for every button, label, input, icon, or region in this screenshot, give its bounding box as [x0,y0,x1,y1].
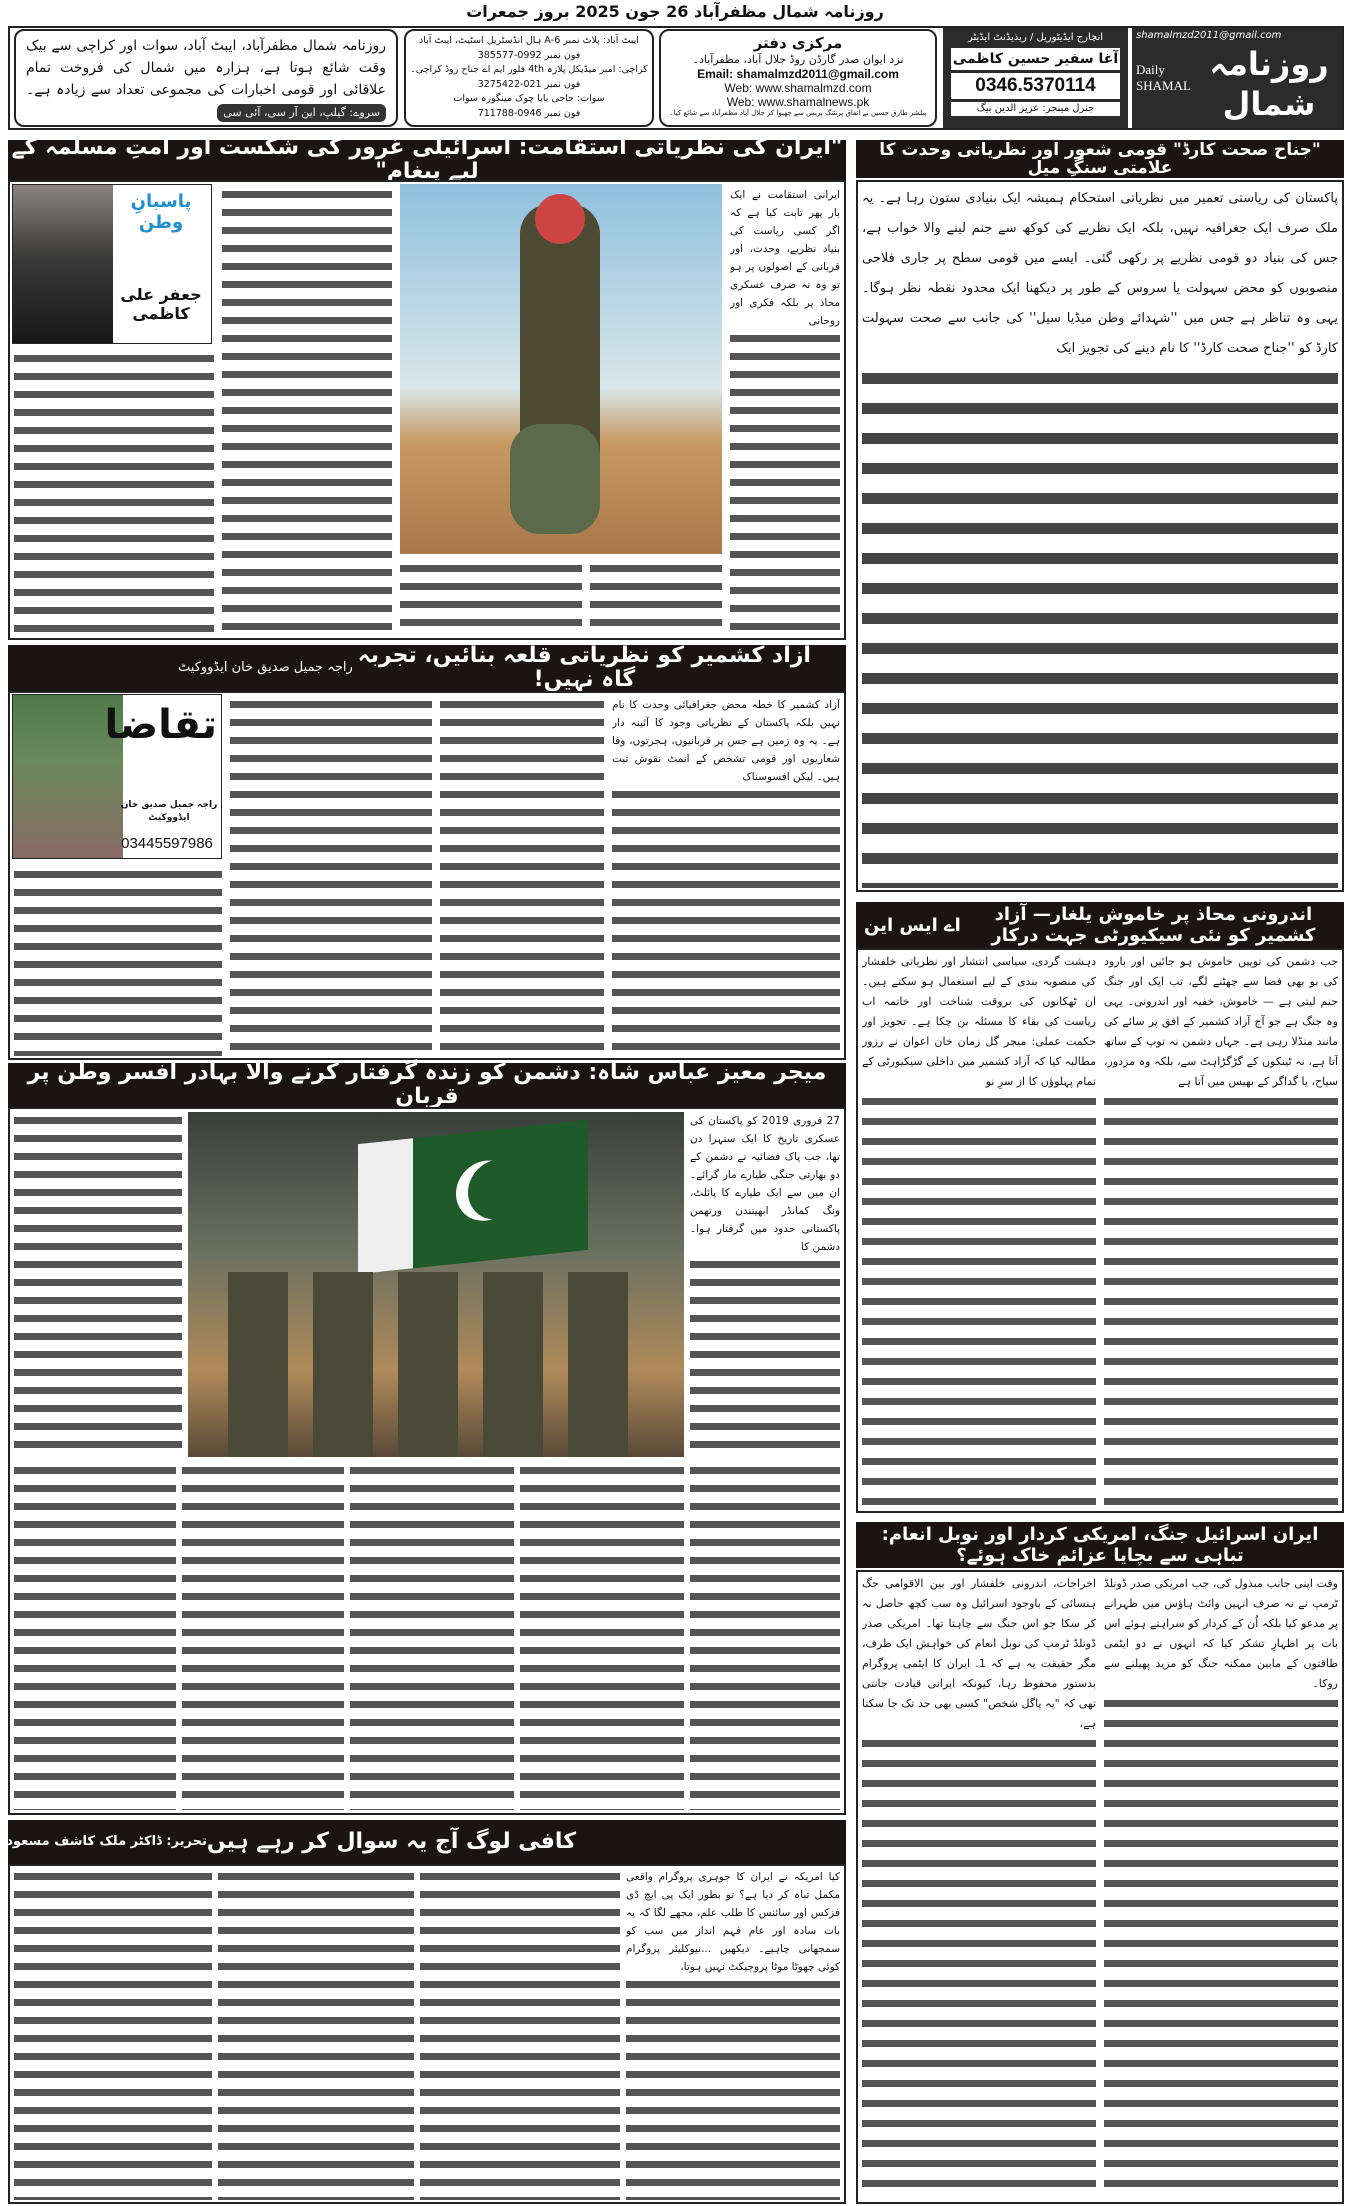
article-text: وقت اپنی جانب مبذول کی، جب امریکی صدر ڈونلڈ ٹرمپ نے نہ صرف انہیں وائٹ ہاؤس میں ظہرانے پر مدعو کیا بلکہ اُن کے کردار کو سراہتے ہوئے اس بات پر اظہارِ تشکر کیا کہ انہوں نے دو ایٹمی طاقتوں کے مابین ممکنہ جنگ کو مزید پھیلنے سے روکا۔ [1104,1574,1338,1694]
article-internal-column-2 [862,952,1096,1508]
article-image-soldiers [400,184,722,554]
office-address: نزد ایوان صدر گارڈن روڈ جلال آباد، مظفرآباد۔ [692,53,904,66]
editor-box [943,28,1128,128]
text-column [14,350,214,636]
headline-text: کافی لوگ آج یہ سوال کر رہے ہیں [206,1828,576,1854]
editor-title: انچارج ایڈیٹوریل / ریذیڈنٹ ایڈیٹر [967,32,1104,43]
logo-shamal: SHAMAL [1136,78,1191,93]
newspaper-logo [1132,28,1342,128]
office-title: مرکزی دفتر [753,34,843,52]
byline: تحریر: ڈاکٹر ملک کاشف مسعود [6,1833,207,1849]
article-nuclear-column [626,1868,840,2200]
headline-text: اندرونی محاذ پر خاموش یلغار— آزاد کشمیر کو نئی سیکیورٹی جہت درکار [991,904,1316,946]
survey-badge [217,104,386,122]
article-war-column-2 [862,1574,1096,2200]
branch-phone: فون نمبر 021-3275422 [477,78,581,90]
survey-label: سروے: [349,106,380,119]
text-column [14,1868,212,2200]
article-text: پاکستان کی ریاستی تعمیر میں نظریاتی استحکام ہمیشہ ایک بنیادی ستون رہا ہے۔ یہ ملک صرف ایک جغرافیہ نہیں، بلکہ ایک نظریے کی کوکھ سے جنم لینے والا خواب ہے، جس کی بنیاد دو قومی نظریے پر رکھی گئی۔ ایسے میں قومی سطح پر جاری فلاحی منصوبوں کو محض سہولت یا سروس کے طور پر دیکھنا ایک محدود نقطہ نظر ہوگا۔ یہی وہ تناظر ہے جس میں ''شہدائے وطن میڈیا سیل'' کی جانب سے صحت سہولت کارڈ کو ''جناح صحت کارڈ'' کا نام دینے کی تجویز ایک [862,184,1338,364]
article-text: 27 فروری 2019 کو پاکستان کی عسکری تاریخ کا ایک سنہرا دن تھا، جب پاک فضائیہ نے دشمن کے دو بھارتی جنگی طیارے مار گرائے۔ ان میں سے ایک طیارے کا پائلٹ، ونگ کمانڈر ابھینندن ورتھمن پاکستانی حدود میں گرفتار ہوا۔ دشمن کا [690,1112,840,1256]
editor-name: آغا سفیر حسین کاظمی [951,48,1120,70]
text-column [222,186,392,636]
byline: راجہ جمیل صدیق خان ایڈووکیٹ [178,659,353,675]
headline-internal-front [856,902,1344,948]
logo-daily: Daily [1136,62,1165,77]
column-logo: پاسبانِ وطن [130,191,192,233]
article-text: اخراجات، اندرونی خلفشار اور بین الاقوامی جگ ہنسائی کے باوجود اسرائیل وہ سب کچھ حاصل نہ کر سکا جو اس جنگ سے چاہتا تھا۔ امریکی صدر ڈونلڈ ٹرمپ کی نوبل انعام کی خواہش ایک طرف، مگر حقیقت یہ ہے کہ 1. ایران کا ایٹمی پروگرام بدستور محفوظ رہا، کیونکہ ایرانی قیادت جانتی تھی کہ "یہ پاگل شخص" کسی بھی حد تک جا سکتا ہے، [862,1574,1096,1734]
text-column [690,1462,840,1810]
office-web-1[interactable]: Web: www.shamalmzd.com [724,81,872,95]
branch-phone: فون نمبر 0946-711788 [477,107,581,119]
headline-nuclear-question [8,1820,846,1864]
pakistan-flag-icon [358,1120,588,1274]
office-web-2[interactable]: Web: www.shamalnews.pk [726,95,870,109]
headline-iran: "ایران کی نظریاتی استقامت: اسرائیلی غرور کی شکست اور امتِ مسلمہ کے لیے پیغام" [8,140,846,180]
circulation-info-box [14,29,398,127]
text-column [182,1462,344,1810]
text-column [590,560,722,636]
article-internal-column-1 [1104,952,1338,1508]
byline: اے ایس این [864,914,961,936]
branch-swat: سوات: حاجی بابا چوک مینگورہ سوات [453,93,605,104]
headline-text: آزاد کشمیر کو نظریاتی قلعہ بنائیں، تجربہ گاہ نہیں! [357,642,811,692]
text-column [218,1868,414,2200]
article-text: جب دشمن کی توپیں خاموش ہو جائیں اور بارود کی بو بھی فضا سے چھٹنے لگے، تب ایک اور جنگ جنم لیتی ہے — خاموش، خفیہ اور اندرونی۔ یہی وہ جنگ ہے جو آج آزاد کشمیر کے افق پر سائے کی مانند منڈلا رہی ہے۔ جہاں دشمن نہ توپ کے ساتھ آتا ہے، نہ ٹینکوں کے گڑگڑاہٹ سے، بلکہ وہ مزدور، سیاح، یا گداگر کے بھیس میں آتا ہے [1104,952,1338,1092]
text-column [350,1462,514,1810]
columnist-box-kazmi [12,184,212,344]
text-column [14,1112,182,1457]
logo-email: shamalmzd2011@gmail.com [1136,30,1282,41]
publisher-note: پبلشر طارق حسین نے اتفاق پرنٹنگ پریس سے چھپوا کر جلال آباد مظفرآباد سے شائع کیا۔ [669,109,927,117]
article-war-column-1 [1104,1574,1338,2200]
column-logo: تقاضا [104,702,217,748]
general-manager: جنرل مینجر: عزیز الدین بیگ [951,102,1120,116]
article-text: ایرانی استقامت نے ایک بار پھر ثابت کیا ہے کہ اگر کسی ریاست کی بنیاد نظریے، وحدت، اور قربانی کے اصولوں پر ہو تو وہ نہ صرف عسکری محاذ پر بلکہ فکری اور روحانی [730,186,840,330]
headline-azad-kashmir [8,642,846,692]
article-jinnah-column [862,184,1338,888]
branch-karachi: کراچی: امبر میڈیکل پلازہ 4th فلور ایم اے جناح روڈ کراچی۔ [410,64,648,75]
text-column [14,1462,176,1810]
text-column [440,696,604,1056]
masthead [8,26,1344,130]
article-azad-kashmir-column [612,696,840,1056]
author-name: جعفر علی کاظمی [120,285,202,323]
headline-major-moiz: میجر معیز عباس شاہ: دشمن کو زندہ گرفتار کرنے والا بہادر افسر وطن پر قربان [8,1063,846,1107]
text-column [230,696,432,1056]
author-photo [13,185,113,344]
columnist-box-jamil [12,694,222,859]
article-major-moiz-column [690,1112,840,1457]
author-name: راجہ جمیل صدیق خان ایڈووکیٹ [120,800,218,823]
survey-value: گیلپ، این آر سی، آئی سی [223,106,346,119]
dateline: روزنامہ شمال مظفرآباد 26 جون 2025 بروز جمعرات [466,2,884,21]
text-column [520,1462,684,1810]
editor-phone: 0346.5370114 [951,73,1120,99]
article-text: آزاد کشمیر کا خطہ محض جغرافیائی وحدت کا نام نہیں بلکہ پاکستان کے نظریاتی وجود کا آئینہ دار ہے۔ یہ وہ زمین ہے جس پر قربانیوں، ہجرتوں، وفا شعاریوں اور قومی تشخص کے انمٹ نقوش ثبت ہیں۔ لیکن افسوسناک [612,696,840,786]
text-column [14,866,222,1056]
article-text: دہشت گردی، سیاسی انتشار اور نظریاتی خلفشار کی منصوبہ بندی کے لیے استعمال ہو سکتے ہیں۔ ان ٹھکانوں کی بروقت شناخت اور خاتمہ اب ریاست کی بقاء کا مسئلہ بن چکا ہے۔ تجویز اور حکمت عملی: میجر گل زمان خان اعوان نے رزور مطالبہ کیا کہ آزاد کشمیر میں داخلی سیکیورٹی کے تمام پہلوؤں کا از سرِ نو [862,952,1096,1092]
branch-phone: فون نمبر 0992-385577 [477,49,581,61]
office-email[interactable]: Email: shamalmzd2011@gmail.com [697,67,899,81]
headline-jinnah-card: "جناح صحت کارڈ" قومی شعور اور نظریاتی وحدت کا علامتی سنگِ میل [856,140,1344,178]
author-phone: 03445597986 [121,835,213,852]
article-iran-column [730,186,840,636]
central-office-box [659,29,937,127]
branch-abbottabad: ایبٹ آباد: پلاٹ نمبر 6-A ہال انڈسٹریل اسٹیٹ، ایبٹ آباد [419,35,639,46]
circulation-text: روزنامہ شمال مظفرآباد، ایبٹ آباد، سوات اور کراچی سے بیک وقت شائع ہوتا ہے، ہزارہ میں شمال کی فروخت تمام علاقائی اور قومی اخبارات کی مجموعی تعداد سے زیادہ ہے۔ [26,38,386,98]
logo-english [1136,62,1196,94]
text-column [420,1868,620,2200]
article-image-soldiers-flag [188,1112,684,1457]
branch-offices-box [404,29,654,127]
text-column [400,560,582,636]
headline-iran-israel-war: ایران اسرائیل جنگ، امریکی کردار اور نوبل انعام: تباہی سے بچایا عزائم خاک ہوئے؟ [856,1522,1344,1568]
logo-urdu: روزنامہ شمال [1209,45,1329,123]
article-text: کیا امریکہ نے ایران کا جوہری پروگرام واقعی مکمل تباہ کر دیا ہے؟ تو بطور ایک پی ایچ ڈی فزکس اور سائنس کا طلب علم، مجھے لگا کہ یہ بات سادہ اور عام فہم انداز میں سب کو سمجھانی چاہیے۔ دیکھیں ...نیوکلیئر پروگرام کوئی چھوٹا موٹا پروجیکٹ نہیں ہوتا، [626,1868,840,1976]
